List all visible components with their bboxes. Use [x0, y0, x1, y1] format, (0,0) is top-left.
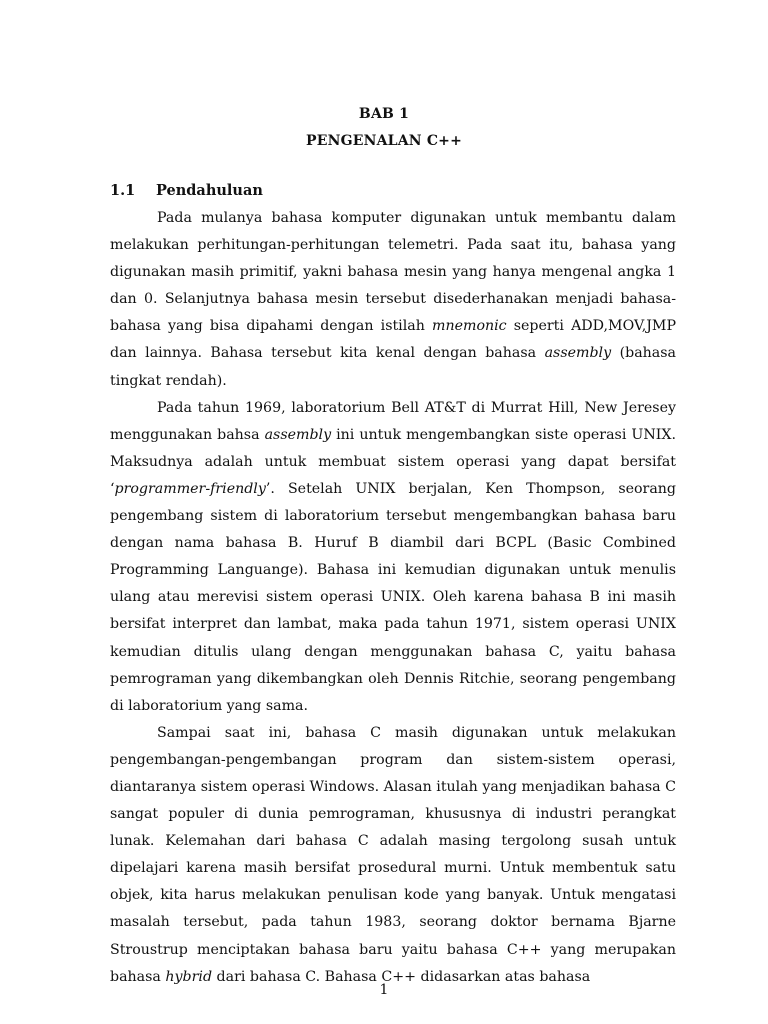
section-heading	[110, 182, 263, 199]
text-run: seperti ADD,MOV,JMP dan lainnya. Bahasa tersebut kita kenal dengan bahasa	[110, 318, 677, 362]
text-run: Pada tahun 1969, laboratorium Bell AT&T di Murrat Hill, New Jeresey menggunakan bahsa	[110, 399, 676, 443]
page-number: 1	[379, 982, 389, 998]
text-run: Pada mulanya bahasa komputer digunakan untuk membantu dalam melakukan perhitungan-perhitungan telemetri. Pada saat itu, bahasa yang digunakan masih primitif, yakni bahasa mesin yang hanya mengenal angka 1 dan 0. Selanjutnya bahasa mesin tersebut disederhanakan menjadi bahasa-bahasa yang bisa dipahami dengan istilah	[110, 210, 676, 335]
italic-term: mnemonic	[432, 318, 507, 335]
body-text	[110, 205, 676, 991]
chapter-title: PENGENALAN C++	[305, 133, 463, 149]
text-run: dari bahasa C. Bahasa C++ didasarkan atas bahasa	[212, 968, 591, 985]
italic-term: programmer-friendly	[114, 480, 266, 497]
text-run: Sampai saat ini, bahasa C masih digunakan untuk melakukan pengembangan-pengembangan program dan sistem-sistem operasi, diantaranya sistem operasi Windows. Alasan itulah yang menjadikan bahasa C sangat populer di dunia pemrograman, khususnya di industri perangkat lunak. Kelemahan dari bahasa C adalah masing tergolong susah untuk dipelajari karena masih bersifat prosedural murni. Untuk membentuk satu objek, kita harus melakukan penulisan kode yang banyak. Untuk mengatasi masalah tersebut, pada tahun 1983, seorang doktor bernama Bjarne Stroustrup menciptakan bahasa baru yaitu bahasa C++ yang merupakan bahasa	[110, 724, 676, 985]
italic-term: hybrid	[165, 968, 213, 985]
chapter-label: BAB 1	[358, 106, 410, 122]
paragraph-1	[110, 205, 676, 395]
section-title: Pendahuluan	[156, 182, 263, 199]
paragraph-3	[110, 720, 676, 991]
italic-term: assembly	[544, 345, 612, 362]
section-number: 1.1	[110, 182, 136, 199]
text-run: ’. Setelah UNIX berjalan, Ken Thompson, seorang pengembang sistem di laboratorium tersebut mengembangkan bahasa baru dengan nama bahasa B. Huruf B diambil dari BCPL (Basic Combined Programming Languange). Bahasa ini kemudian digunakan untuk menulis ulang atau merevisi sistem operasi UNIX. Oleh karena bahasa B ini masih bersifat interpret dan lambat, maka pada tahun 1971, sistem operasi UNIX kemudian ditulis ulang dengan menggunakan bahasa C, yaitu bahasa pemrograman yang dikembangkan oleh Dennis Ritchie, seorang pengembang di laboratorium yang sama.	[110, 480, 676, 714]
text-run: (bahasa tingkat rendah).	[110, 345, 676, 389]
italic-term: assembly	[264, 426, 332, 443]
text-run: ini untuk mengembangkan siste operasi UNIX. Maksudnya adalah untuk membuat sistem operasi yang dapat bersifat ‘	[110, 426, 676, 497]
paragraph-2	[110, 395, 676, 720]
